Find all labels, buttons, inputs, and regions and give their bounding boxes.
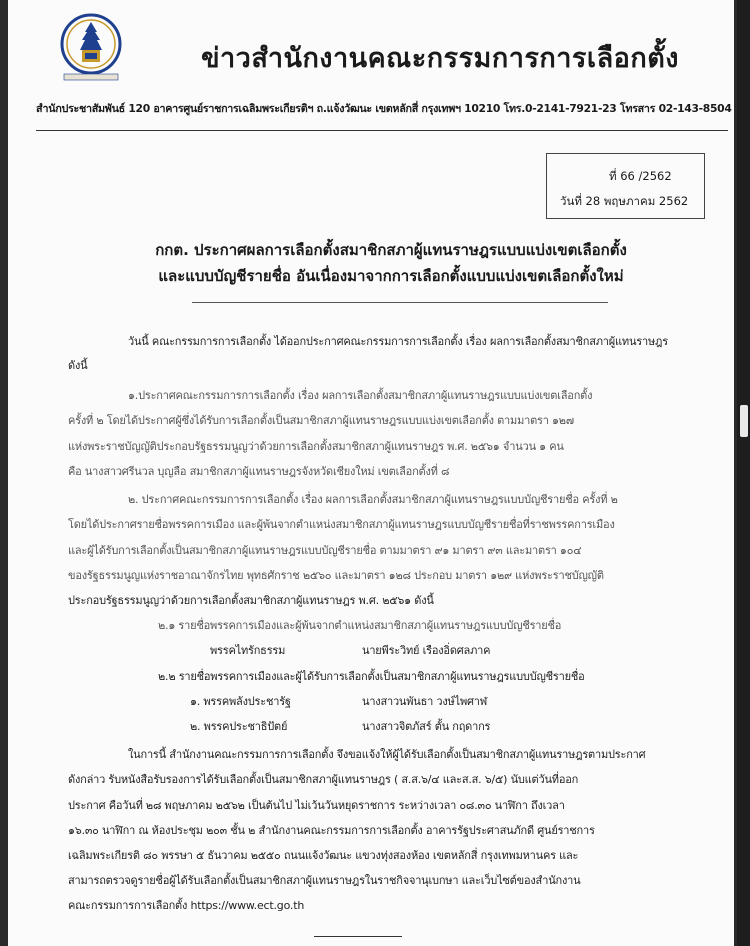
body-line: และผู้ได้รับการเลือกตั้งเป็นสมาชิกสภาผู้แทนราษฎรแบบบัญชีรายชื่อ ตามมาตรา ๙๑ มาตรา ๙๓ และมาตรา ๑๐๔: [68, 544, 582, 557]
member-name: นางสาวจิตภัสร์ ตั้น กฤดากร: [362, 720, 491, 733]
body-line: ประกาศ คือวันที่ ๒๘ พฤษภาคม ๒๕๖๒ เป็นต้นไป ไม่เว้นวันหยุดราชการ ระหว่างเวลา ๐๘.๓๐ นาฬิกา ถึงเวลา: [68, 799, 565, 812]
body-line: คือ นางสาวศรีนวล บุญลือ สมาชิกสภาผู้แทนราษฎรจังหวัดเชียงใหม่ เขตเลือกตั้งที่ ๘: [68, 465, 450, 478]
body-line: ดังกล่าว รับหนังสือรับรองการได้รับเลือกตั้งเป็นสมาชิกสภาผู้แทนราษฎร ( ส.ส.๖/๔ และส.ส. ๖/๕) นับแต่วันที่ออก: [68, 773, 579, 786]
body-line: โดยได้ประกาศรายชื่อพรรคการเมือง และผู้พ้นจากตำแหน่งสมาชิกสภาผู้แทนราษฎรแบบบัญชีรายชื่อที่ราชพรรคการเมือง: [68, 518, 615, 531]
agency-heading-text: ข่าวสำนักงานคณะกรรมการการเลือกตั้ง: [201, 43, 679, 74]
agency-address: [36, 100, 736, 117]
headline-divider: [192, 302, 608, 303]
body-line: แห่งพระราชบัญญัติประกอบรัฐธรรมนูญว่าด้วยการเลือกตั้งสมาชิกสภาผู้แทนราษฎร พ.ศ. ๒๕๖๑ จำนวน ๑ คน: [68, 440, 564, 453]
headline-line-1-text: กกต. ประกาศผลการเลือกตั้งสมาชิกสภาผู้แทนราษฎรแบบแบ่งเขตเลือกตั้ง: [155, 241, 627, 259]
body-line: เฉลิมพระเกียรติ ๘๐ พรรษา ๕ ธันวาคม ๒๕๕๐ ถนนแจ้งวัฒนะ แขวงทุ่งสองห้อง เขตหลักสี่ กรุงเทพมหานคร และ: [68, 849, 579, 862]
press-release-page: [8, 0, 734, 946]
body-line: ประกอบรัฐธรรมนูญว่าด้วยการเลือกตั้งสมาชิกสภาผู้แทนราษฎร พ.ศ. ๒๕๖๑ ดังนี้: [68, 594, 434, 607]
header-divider: [36, 130, 728, 131]
section-2-2-heading: ๒.๒ รายชื่อพรรคการเมืองและผู้ได้รับการเลือกตั้งเป็นสมาชิกสภาผู้แทนราษฎรแบบบัญชีรายชื่อ: [158, 670, 585, 683]
body-line: ๑๖.๓๐ นาฬิกา ณ ห้องประชุม ๒๐๓ ชั้น ๒ สำนักงานคณะกรรมการการเลือกตั้ง อาคารรัฐประศาสนภักดี ศูนย์ราชการ: [68, 824, 595, 837]
body-line: ของรัฐธรรมนูญแห่งราชอาณาจักรไทย พุทธศักราช ๒๕๖๐ และมาตรา ๑๒๘ ประกอบ มาตรา ๑๒๙ แห่งพระราชบัญญัติ: [68, 569, 604, 582]
reference-date: วันที่ 28 พฤษภาคม 2562: [560, 194, 689, 208]
ect-seal-logo: [60, 10, 122, 86]
headline-line-2-text: และแบบบัญชีรายชื่อ อันเนื่องมาจากการเลือกตั้งแบบแบ่งเขตเลือกตั้งใหม่: [158, 267, 624, 285]
agency-heading: [160, 36, 720, 79]
end-divider: [314, 936, 402, 937]
binder-tab: [740, 405, 748, 437]
body-line: สามารถตรวจดูรายชื่อผู้ได้รับเลือกตั้งเป็นสมาชิกสภาผู้แทนราษฎรในราชกิจจานุเบกษา และเว็บไซต์ของสำนักงาน: [68, 874, 581, 887]
headline-line-2: [28, 264, 750, 288]
body-line: ครั้งที่ ๒ โดยได้ประกาศผู้ซึ่งได้รับการเลือกตั้งเป็นสมาชิกสภาผู้แทนราษฎรแบบแบ่งเขตเลือกตั้ง ตามมาตรา ๑๒๗: [68, 414, 574, 427]
body-line: ๒. ประกาศคณะกรรมการการเลือกตั้ง เรื่อง ผลการเลือกตั้งสมาชิกสภาผู้แทนราษฎรแบบบัญชีรายชื่อ ครั้งที่ ๒: [128, 493, 618, 506]
body-line: ดังนี้: [68, 359, 88, 372]
member-name: นายพีระวิทย์ เรืองอิ่ดศลภาค: [362, 644, 491, 657]
agency-address-text: สำนักประชาสัมพันธ์ 120 อาคารศูนย์ราชการเฉลิมพระเกียรติฯ ถ.แจ้งวัฒนะ เขตหลักสี่ กรุงเทพฯ 10210 โทร.0-2141-7921-23 โทรสาร 02-143-8504: [36, 102, 732, 115]
body-line: คณะกรรมการการเลือกตั้ง https://www.ect.go.th: [68, 899, 305, 912]
member-name: นางสาวนพันธา วงษ์ไพศาฬ: [362, 695, 488, 708]
body-line: วันนี้ คณะกรรมการการเลือกตั้ง ได้ออกประกาศคณะกรรมการการเลือกตั้ง เรื่อง ผลการเลือกตั้งสมาชิกสภาผู้แทนราษฎร: [128, 335, 668, 348]
party-name: ๑. พรรคพลังประชารัฐ: [190, 695, 291, 708]
party-name: พรรคไทรักธรรม: [210, 644, 286, 657]
reference-number: ที่ 66 /2562: [609, 169, 672, 183]
body-line: ๑.ประกาศคณะกรรมการการเลือกตั้ง เรื่อง ผลการเลือกตั้งสมาชิกสภาผู้แทนราษฎรแบบแบ่งเขตเลือกตั้ง: [128, 389, 593, 402]
body-line: ในการนี้ สำนักงานคณะกรรมการการเลือกตั้ง จึงขอแจ้งให้ผู้ได้รับเลือกตั้งเป็นสมาชิกสภาผู้แทนราษฎรตามประกาศ: [128, 748, 646, 761]
background-edge: [737, 0, 750, 946]
party-name: ๒. พรรคประชาธิปัตย์: [190, 720, 288, 733]
section-2-1-heading: ๒.๑ รายชื่อพรรคการเมืองและผู้พ้นจากตำแหน่งสมาชิกสภาผู้แทนราษฎรแบบบัญชีรายชื่อ: [158, 619, 562, 632]
headline-line-1: [28, 238, 750, 262]
